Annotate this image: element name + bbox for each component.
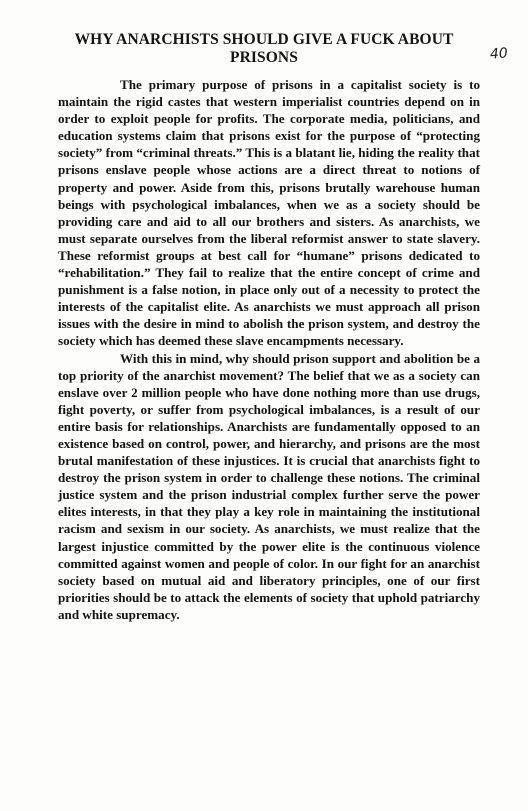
article-body — [58, 76, 480, 623]
page-title-continued: PRISONS — [230, 49, 298, 66]
paragraph-2: With this in mind, why should prison support and abolition be a top priority of the anarchist movement? The belief that we as a society can enslave over 2 million people who have done nothing more than use drugs, fight poverty, or suffer from psychological imbalances, is a result of our entire basis for relationships. Anarchists are fundamentally opposed to an existence based on control, power, and hierarchy, and prisons are the most brutal manifestation of these injustices. It is crucial that anarchists fight to destroy the prison system in order to challenge these notions. The criminal justice system and the prison industrial complex further serve the power elites interests, in that they play a key role in maintaining the institutional racism and sexism in our society. As anarchists, we must realize that the largest injustice committed by the power elite is the continuous violence committed against women and people of color. In our fight for an anarchist society based on mutual aid and liberatory principles, one of our first priorities should be to attack the elements of society that uphold patriarchy and white supremacy. — [58, 350, 480, 622]
page-title: WHY ANARCHISTS SHOULD GIVE A FUCK ABOUT — [74, 31, 454, 48]
handwritten-page-number: 40 — [489, 45, 509, 63]
paragraph-1: The primary purpose of prisons in a capitalist society is to maintain the rigid castes that western imperialist countries depend on in order to exploit people for profits. The corporate media, politicians, and education systems claim that prisons exist for the purpose of “protecting society” from “criminal threats.” This is a blatant lie, hiding the reality that prisons enslave people whose actions are a direct threat to notions of property and power. Aside from this, prisons brutally warehouse human beings with psychological imbalances, when we as a society should be providing care and aid to all our brothers and sisters. As anarchists, we must separate ourselves from the liberal reformist answer to state slavery. These reformist groups at best call for “humane” prisons dedicated to “rehabilitation.” They fail to realize that the entire concept of crime and punishment is a false notion, in place only out of a necessity to protect the interests of the capitalist elite. As anarchists we must approach all prison issues with the desire in mind to abolish the prison system, and destroy the society which has deemed these slave encampments necessary. — [58, 77, 480, 349]
